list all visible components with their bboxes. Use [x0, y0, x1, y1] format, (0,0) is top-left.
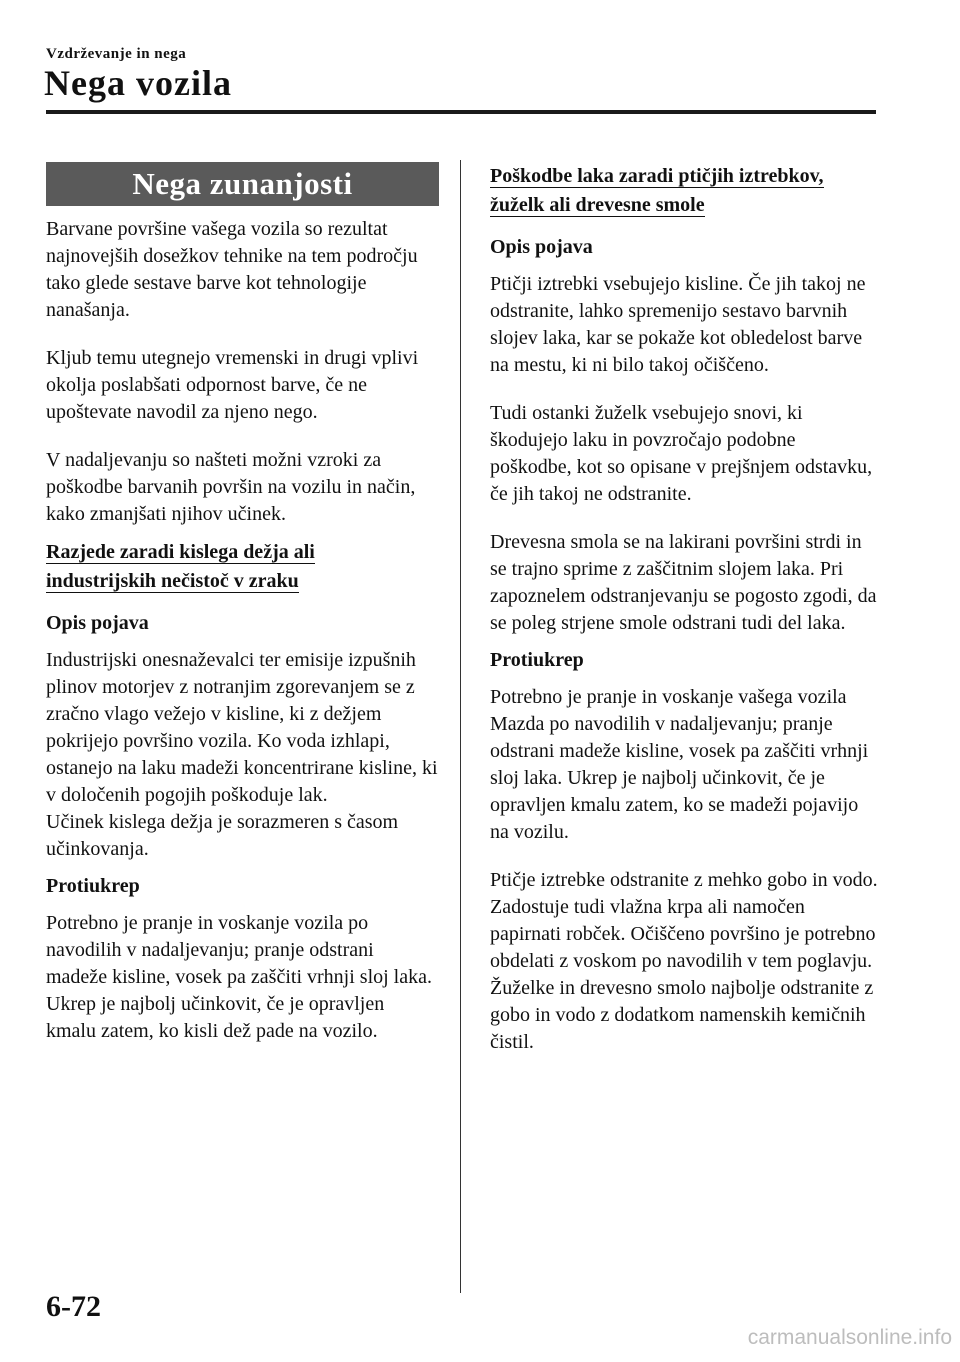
acid-rain-countermeasure: Potrebno je pranje in voskanje vozila po navodilih v nadaljevanju; pranje odstrani madeže kisline, vosek pa zaščiti vrhnji sloj laka. Ukrep je najbolj učinkovit, če je opravljen kmalu zatem, ko kisli dež pade na vozilo.	[46, 912, 432, 1042]
acid-rain-description-2: Učinek kislega dežja je sorazmeren s časom učinkovanja.	[46, 811, 399, 860]
intro-paragraph: V nadaljevanju so našteti možni vzroki za poškodbe barvanih površin na vozilu in način, kako zmanjšati njihov učinek.	[46, 449, 416, 525]
right-column	[490, 162, 880, 1056]
bird-droppings-description: Ptičji iztrebki vsebujejo kisline. Če jih takoj ne odstranite, lahko spremenijo sestavo barvnih slojev laka, kar se pokaže kot obledelost barve na mestu, ki ni bilo takoj očiščeno.	[490, 273, 866, 376]
intro-paragraph: Kljub temu utegnejo vremenski in drugi vplivi okolja poslabšati odpornost barve, če ne upoštevate navodil za njeno nego.	[46, 347, 419, 423]
intro-paragraph: Barvane površine vašega vozila so rezultat najnovejših dosežkov tehnike na tem področju tako glede sestave barve kot tehnologije nanašanja.	[46, 218, 418, 321]
acid-rain-heading	[46, 538, 439, 596]
bird-droppings-heading	[490, 162, 880, 220]
insects-description: Tudi ostanki žuželk vsebujejo snovi, ki škodujejo laku in povzročajo podobne poškodbe, kot so opisane v prejšnjem odstavku, če jih takoj ne odstranite.	[490, 402, 873, 505]
insect-sap-instructions: Žuželke in drevesno smolo najbolje odstranite z gobo in vodo z dodatkom namenskih kemičnih čistil.	[490, 977, 874, 1053]
cleaning-instructions: Ptičje iztrebke odstranite z mehko gobo in vodo. Zadostuje tudi vlažna krpa ali namočen papirnati robček. Očiščeno površino je potrebno obdelati z voskom po navodilih v tem poglavju.	[490, 869, 878, 972]
bird-droppings-countermeasure: Potrebno je pranje in voskanje vašega vozila Mazda po navodilih v nadaljevanju; pranje odstrani madeže kisline, vosek pa zaščiti vrhnji sloj laka. Ukrep je najbolj učinkovit, če je opravljen kmalu zatem, ko se madeži pojavijo na vozilu.	[490, 686, 869, 843]
watermark: carmanualsonline.info	[747, 1326, 952, 1349]
countermeasure-label: Protiukrep	[46, 875, 140, 897]
page-title: Nega vozila	[44, 63, 232, 103]
description-label: Opis pojava	[46, 612, 149, 634]
section-banner: Nega zunanjosti	[46, 162, 439, 206]
page-number: 6-72	[46, 1290, 101, 1323]
tree-sap-description: Drevesna smola se na lakirani površini strdi in se trajno sprime z zaščitnim slojem laka. Pri zapoznelem odstranjevanju se pogosto zgodi, da se poleg strjene smole odstrani tudi del laka.	[490, 531, 877, 634]
left-column	[46, 162, 439, 1045]
description-label: Opis pojava	[490, 236, 593, 258]
countermeasure-label: Protiukrep	[490, 649, 584, 671]
acid-rain-description: Industrijski onesnaževalci ter emisije izpušnih plinov motorjev z notranjim zgorevanjem se z zračno vlago vežejo v kisline, ki z dežjem pokrijejo površino vozila. Ko voda izhlapi, ostanejo na laku madeži koncentrirane kisline, ki v določenih pogojih poškoduje lak.	[46, 649, 438, 806]
acid-rain-heading-line1: Razjede zaradi kislega dežja ali	[46, 541, 315, 563]
bird-droppings-heading-line2: žuželk ali drevesne smole	[490, 194, 705, 216]
bird-droppings-heading-line1: Poškodbe laka zaradi ptičjih iztrebkov,	[490, 165, 824, 187]
acid-rain-heading-line2: industrijskih nečistoč v zraku	[46, 570, 299, 592]
title-rule	[46, 110, 876, 114]
chapter-label: Vzdrževanje in nega	[46, 46, 187, 62]
column-divider	[460, 160, 461, 1293]
